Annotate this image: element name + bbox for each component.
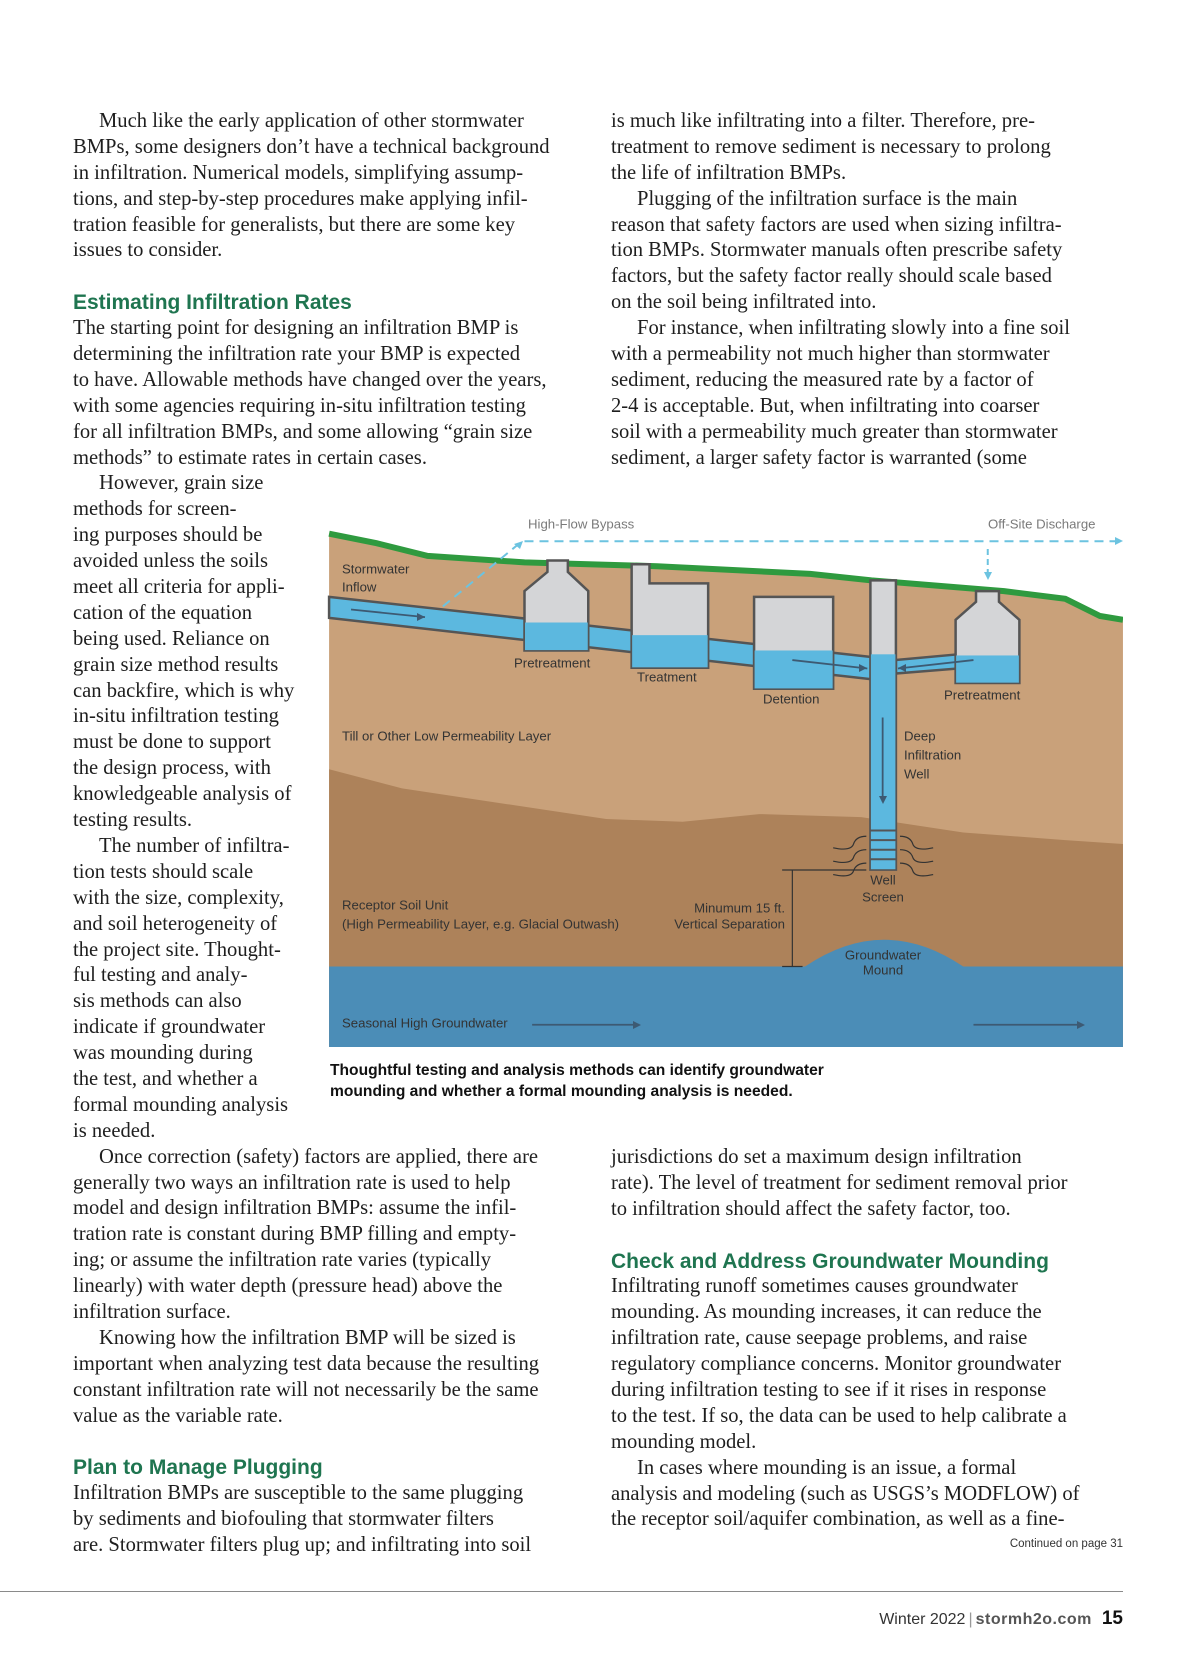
text-line: tions, and step-by-step procedures make applying infil- [73,187,528,210]
section-heading: Estimating Infiltration Rates [73,291,352,315]
text-line: The starting point for designing an infiltration BMP is [73,317,519,340]
label-deep-well: Infiltration [904,747,962,763]
text-line: meet all criteria for appli- [73,576,285,599]
text-line: grain size method results [73,653,279,676]
text-line: In cases where mounding is an issue, a formal [637,1456,1017,1479]
text-line: determining the infiltration rate your BMP is expected [73,343,521,366]
label-till-layer: Till or Other Low Permeability Layer [342,728,552,744]
label-pretreatment: Pretreatment [514,655,591,671]
text-line: generally two ways an infiltration rate is used to help [73,1171,511,1194]
text-line: for all infiltration BMPs, and some allowing “grain size [73,420,533,443]
text-line: with a permeability not much higher than stormwater [611,343,1050,366]
text-line: the test, and whether a [73,1067,258,1090]
arrowhead-icon [1115,537,1123,545]
arrowhead-icon [984,572,992,580]
text-line: infiltration rate, cause seepage problems, and raise [611,1327,1028,1350]
text-line: regulatory compliance concerns. Monitor groundwater [611,1353,1062,1376]
text-line: sis methods can also [73,990,242,1013]
text-line: on the soil being infiltrated into. [611,291,877,314]
text-line: to the test. If so, the data can be used to help calibrate a [611,1404,1067,1427]
section-heading: Check and Address Groundwater Mounding [611,1249,1049,1273]
text-line: issues to consider. [73,239,223,262]
text-line: knowledgeable analysis of [73,783,292,806]
text-line: ful testing and analy- [73,964,248,987]
text-line: Knowing how the infiltration BMP will be sized is [99,1326,516,1349]
text-line: to infiltration should affect the safety factor, too. [611,1197,1011,1220]
label-detention: Detention [763,691,820,707]
label-well-screen: Well [870,872,896,888]
label-pretreatment: Pretreatment [944,687,1021,703]
text-line: during infiltration testing to see if it rises in response [611,1379,1047,1402]
text-line: Once correction (safety) factors are applied, there are [99,1145,539,1168]
infiltration-diagram [300,480,1123,1080]
text-line: methods” to estimate rates in certain cases. [73,446,427,469]
issue-label: Winter 2022 [879,1611,966,1628]
text-line: linearly) with water depth (pressure head) above the [73,1275,503,1298]
label-vertical-separation: Vertical Separation [674,916,785,932]
text-line: to have. Allowable methods have changed over the years, [73,368,547,391]
text-line: important when analyzing test data because the resulting [73,1352,540,1375]
text-line: tration rate is constant during BMP filling and empty- [73,1223,517,1246]
right-column-bottom [611,1145,1079,1533]
text-line: methods for screen- [73,498,237,521]
text-line: sediment, reducing the measured rate by a factor of [611,368,1034,391]
text-line: tion tests should scale [73,860,254,883]
text-line: in-situ infiltration testing [73,705,279,728]
text-line: being used. Reliance on [73,627,270,650]
right-column-top [611,109,1070,471]
text-line: the life of infiltration BMPs. [611,161,847,184]
paragraph-gap [73,264,550,290]
text-line: the project site. Thought- [73,938,281,961]
text-line: formal mounding analysis [73,1093,289,1116]
text-line: The number of infiltra- [99,834,290,857]
text-line: soil with a permeability much greater than stormwater [611,420,1058,443]
text-line: value as the variable rate. [73,1404,283,1427]
text-line: can backfire, which is why [73,679,295,702]
section-heading: Plan to Manage Plugging [73,1456,323,1480]
text-line: must be done to support [73,731,271,754]
site-link[interactable]: stormh2o.com [975,1611,1092,1628]
label-treatment: Treatment [637,669,697,685]
text-line: Plugging of the infiltration surface is the main [637,187,1018,210]
footer-separator: | [968,1611,973,1628]
text-line: Much like the early application of other stormwater [99,110,524,132]
text-line: treatment to remove sediment is necessary to prolong [611,135,1051,158]
text-line: the receptor soil/aquifer combination, as well as a fine- [611,1508,1065,1531]
text-line: 2-4 is acceptable. But, when infiltrating into coarser [611,394,1040,417]
label-deep-well: Well [904,766,930,782]
label-groundwater-mound: Mound [862,962,904,978]
text-line: rate). The level of treatment for sediment removal prior [611,1171,1068,1194]
text-line: mounding. As mounding increases, it can reduce the [611,1301,1042,1324]
figure-caption [330,1060,824,1102]
page-footer [879,1608,1123,1630]
text-line: are. Stormwater filters plug up; and infiltrating into soil [73,1533,532,1556]
text-line: constant infiltration rate will not necessarily be the same [73,1378,539,1401]
label-receptor-soil: (High Permeability Layer, e.g. Glacial Outwash) [342,916,620,932]
label-well-screen: Screen [862,889,904,905]
text-line: was mounding during [73,1042,253,1065]
text-line: the design process, with [73,757,271,780]
caption-line: mounding and whether a formal mounding analysis is needed. [330,1083,793,1100]
text-line: ing purposes should be [73,524,263,547]
text-line: indicate if groundwater [73,1016,266,1039]
text-line: sediment, a larger safety factor is warranted (some [611,446,1027,469]
label-high-flow-bypass: High-Flow Bypass [528,516,635,532]
text-line: tion BMPs. Stormwater manuals often prescribe safety [611,239,1063,262]
text-line: model and design infiltration BMPs: assume the infil- [73,1197,517,1220]
text-line: and soil heterogeneity of [73,912,278,935]
text-line: Infiltration BMPs are susceptible to the same plugging [73,1482,524,1505]
text-line: Infiltrating runoff sometimes causes groundwater [611,1275,1018,1298]
text-line: by sediments and biofouling that stormwater filters [73,1508,494,1531]
label-deep-well: Deep [904,728,936,744]
label-groundwater-mound: Groundwater [844,947,922,963]
label-vertical-separation: Minumum 15 ft. [694,900,785,916]
text-line: in infiltration. Numerical models, simplifying assump- [73,161,524,184]
text-line: with some agencies requiring in-situ infiltration testing [73,394,526,417]
paragraph-gap [73,1429,550,1455]
text-line: infiltration surface. [73,1300,231,1323]
caption-line: Thoughtful testing and analysis methods can identify groundwater [330,1062,824,1079]
footer-divider [0,1591,1123,1592]
text-line: analysis and modeling (such as USGS’s MODFLOW) of [611,1482,1080,1505]
page-number: 15 [1101,1608,1123,1629]
label-receptor-soil: Receptor Soil Unit [342,897,449,913]
paragraph-gap [611,1223,1079,1249]
text-line: tration feasible for generalists, but there are some key [73,213,516,236]
text-line: BMPs, some designers don’t have a technical background [73,135,550,158]
text-line: avoided unless the soils [73,550,269,573]
text-line: jurisdictions do set a maximum design infiltration [611,1146,1022,1168]
text-line: mounding model. [611,1430,757,1453]
label-offsite-discharge: Off-Site Discharge [988,516,1096,532]
label-seasonal-groundwater: Seasonal High Groundwater [342,1015,508,1031]
text-line: is much like infiltrating into a filter. Therefore, pre- [611,110,1035,132]
label-stormwater-inflow: Stormwater [342,561,410,577]
text-line: is needed. [73,1119,156,1142]
text-line: factors, but the safety factor really should scale based [611,265,1052,288]
text-line: However, grain size [99,472,264,495]
text-line: ing; or assume the infiltration rate varies (typically [73,1249,492,1272]
label-stormwater-inflow: Inflow [342,579,377,595]
text-line: testing results. [73,809,192,832]
continued-note: Continued on page 31 [1009,1538,1123,1550]
text-line: reason that safety factors are used when sizing infiltra- [611,213,1062,236]
text-line: For instance, when infiltrating slowly into a fine soil [637,317,1070,340]
text-line: with the size, complexity, [73,886,284,909]
text-line: cation of the equation [73,601,252,624]
